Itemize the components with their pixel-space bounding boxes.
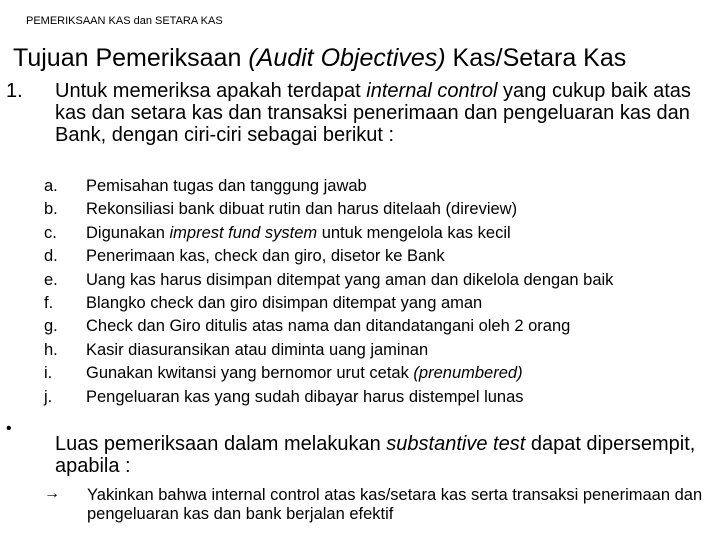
list-item-text: Kasir diasuransikan atau diminta uang jaminan [86, 340, 429, 359]
list-item-text [86, 363, 714, 383]
list-item-part-1: Digunakan [86, 223, 170, 242]
list-marker: j. [44, 387, 53, 406]
list-item [44, 246, 714, 266]
list-item-part-3: untuk mengelola kas kecil [317, 223, 511, 242]
list-item-text: Penerimaan kas, check dan giro, disetor ke Bank [86, 247, 445, 266]
point-1-italic: internal control [366, 80, 498, 102]
title-part-3: Kas/Setara Kas [445, 44, 627, 72]
list-marker: d. [44, 247, 58, 266]
point-1-part-1: Untuk memeriksa apakah terdapat [55, 80, 367, 102]
list-item-text: Rekonsiliasi bank dibuat rutin dan harus ditelaah (direview) [86, 200, 518, 219]
slide-header: PEMERIKSAAN KAS dan SETARA KAS [26, 15, 223, 27]
list-item [44, 293, 714, 313]
point-2-text [55, 433, 715, 477]
slide-title [13, 44, 626, 73]
list-item-italic: imprest fund system [169, 223, 318, 242]
title-part-1: Tujuan Pemeriksaan [13, 44, 249, 72]
list-item-italic: (prenumbered) [413, 364, 523, 383]
list-item-text: Pengeluaran kas yang sudah dibayar harus distempel lunas [86, 387, 524, 406]
point-2-italic: substantive test [386, 433, 526, 455]
list-item [44, 316, 714, 336]
list-item [44, 176, 714, 196]
list-item-text [86, 223, 714, 243]
title-italic: (Audit Objectives) [248, 44, 446, 72]
point-1-text [55, 80, 715, 146]
bullet-icon: • [6, 420, 12, 437]
list-item [44, 387, 714, 407]
list-item-part-1: Gunakan kwitansi yang bernomor urut cetak [86, 364, 414, 383]
list-item [44, 270, 714, 290]
arrow-right-icon: → [44, 485, 60, 502]
list-item-text: Pemisahan tugas dan tanggung jawab [86, 177, 367, 195]
list-marker: f. [44, 293, 54, 312]
point-3-text: Yakinkan bahwa internal control atas kas/setara kas serta transaksi penerimaan dan pengeluaran kas dan bank berjalan efektif [87, 486, 703, 523]
point-2-part-3: dapat dipersempit, apabila : [55, 433, 696, 477]
list-marker: g. [44, 317, 58, 336]
list-marker: a. [44, 177, 58, 195]
list-marker: e. [44, 270, 58, 289]
list-marker: b. [44, 200, 58, 219]
list-marker: h. [44, 340, 58, 359]
list-item [44, 223, 714, 243]
list-marker: i. [44, 364, 53, 383]
criteria-list [44, 176, 714, 410]
point-1-number: 1. [6, 80, 23, 102]
list-item [44, 199, 714, 219]
point-1-part-3: yang cukup baik atas kas dan setara kas dan transaksi penerimaan dan pengeluaran kas dan Bank, dengan ciri-ciri sebagai berikut : [55, 80, 691, 146]
list-item-text: Blangko check dan giro disimpan ditempat yang aman [86, 293, 483, 312]
point-2-part-1: Luas pemeriksaan dalam melakukan [55, 433, 387, 455]
list-item-text: Check dan Giro ditulis atas nama dan ditandatangani oleh 2 orang [86, 317, 571, 336]
list-item [44, 340, 714, 360]
list-item-text: Uang kas harus disimpan ditempat yang aman dan dikelola dengan baik [86, 270, 614, 289]
list-item [44, 363, 714, 383]
list-marker: c. [44, 223, 57, 242]
